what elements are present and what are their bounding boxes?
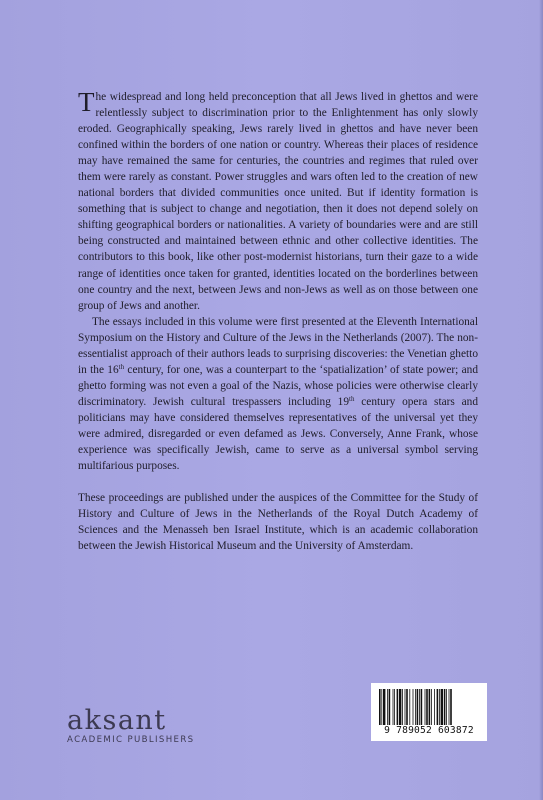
isbn-barcode xyxy=(371,683,487,741)
back-cover-blurb xyxy=(78,89,478,554)
publisher-name: aksant xyxy=(67,705,167,736)
blurb-paragraph-2-part-2: century, for one, was a counterpart to the ‘spatialization’ of state power; and ghetto forming was not even a goal of the Nazis, whose policies were otherwise clearly discriminatory. Jewish cultural trespassers including 19 xyxy=(78,363,478,408)
publisher-tagline: ACADEMIC PUBLISHERS xyxy=(67,735,195,745)
drop-cap: T xyxy=(78,87,95,117)
cover-edge-shadow xyxy=(539,0,543,800)
blurb-paragraph-3: These proceedings are published under the auspices of the Committee for the Study of History and Culture of Jews in the Netherlands of the Royal Dutch Academy of Sciences and the Menasseh ben Israel Institute, which is an academic collaboration between the Jewish Historical Museum and the University of Amsterdam. xyxy=(78,492,478,553)
publisher-logo xyxy=(67,707,194,745)
isbn-digits: 9 789052 603872 xyxy=(384,725,474,736)
blurb-paragraph-1 xyxy=(78,89,478,314)
ordinal-suffix: th xyxy=(118,362,125,371)
blurb-paragraph-1-text: he widespread and long held preconception that all Jews lived in ghettos and were relentlessly subject to discrimination prior to the Enlightenment has only slowly eroded. Geographically speaking, Jews rarely lived in ghettos and have never been confined within the borders of one nation or country. Whereas their places of residence may have remained the same for centuries, the countries and regimes that ruled over them were rarely as constant. Power struggles and wars often led to the creation of new national borders that divided communities once united. But if identity formation is something that is subject to change and negotiation, then it does not depend solely on shifting geographical borders or nationalities. A variety of boundaries were and are still being constructed and maintained between ethnic and other collective identities. The contributors to this book, like other post-modernist historians, turn their gaze to a wide range of identities once taken for granted, identities located on the borderlines between one country and the next, between Jews and non-Jews as well as on those between one group of Jews and another. xyxy=(78,91,478,312)
blurb-paragraph-2 xyxy=(78,314,478,474)
blurb-paragraph-2-part-1: The essays included in this volume were first presented at the Eleventh International Symposium on the History and Culture of the Jews in the Netherlands (2007). The non-essentialist approach of their authors leads to surprising discoveries: the Venetian ghetto in the 16 xyxy=(78,315,478,376)
ordinal-suffix: th xyxy=(349,394,355,403)
barcode-bars-icon xyxy=(379,689,479,725)
blurb-paragraph-2-part-3: century opera stars and politicians may have considered themselves representatives of the universal yet they were admired, disregarded or even defamed as Jews. Conversely, Anne Frank, whose experience was specifically Jewish, came to serve as a universal symbol serving multifarious purposes. xyxy=(78,395,478,473)
